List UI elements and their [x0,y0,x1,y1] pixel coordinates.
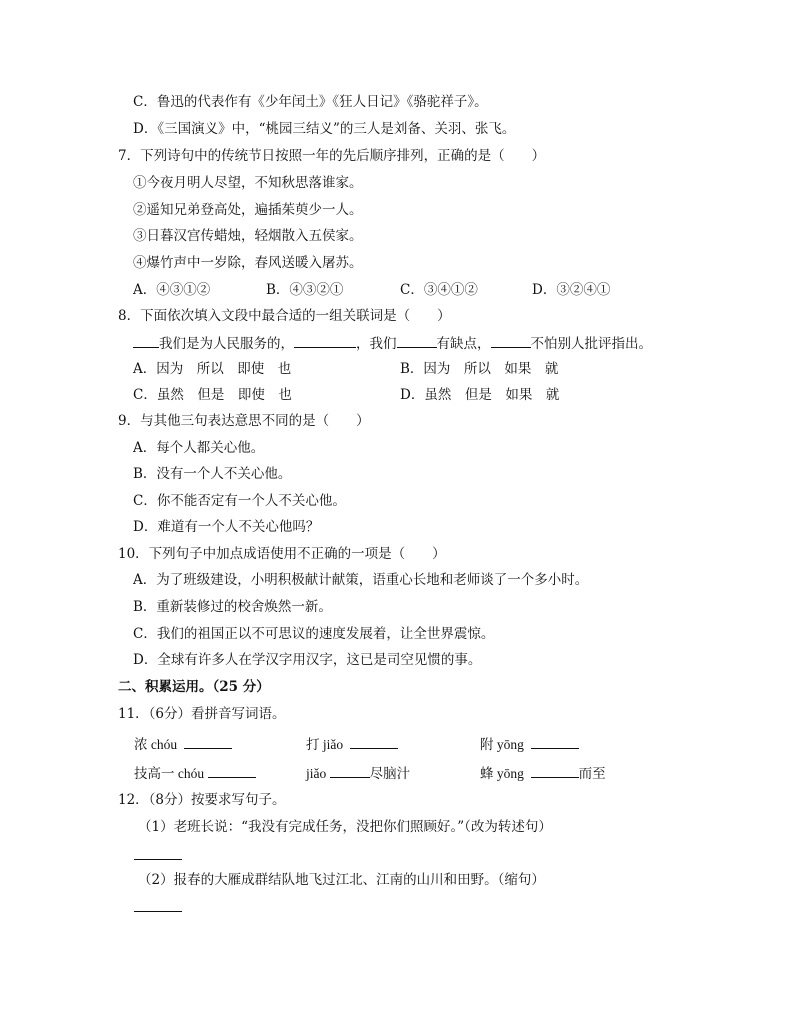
q12-answer-line-2[interactable] [134,897,182,917]
q11-item-5: jiǎo 尽脑汁 [306,763,410,783]
q11-item-1: 浓 chóu [134,734,232,754]
q11-item-4: 技高一 chóu [134,763,256,783]
q11-blank-5[interactable] [330,763,370,778]
q10-stem: 10．下列句子中加点成语使用不正确的一项是（ ） [118,546,446,562]
q11-blank-3[interactable] [531,734,579,749]
q7-stem: 7．下列诗句中的传统节日按照一年的先后顺序排列，正确的是（ ） [118,148,546,164]
q8-stem: 8．下面依次填入文段中最合适的一组关联词是（ ） [118,308,451,324]
q7-line-2: ②遥知兄弟登高处，遍插茱萸少一人。 [133,202,363,218]
q9-option-d: D．难道有一个人不关心他吗？ [133,519,320,535]
q9-stem: 9．与其他三句表达意思不同的是（ ） [118,413,370,429]
q9-option-c: C．你不能否定有一个人不关心他。 [133,493,346,509]
q8-passage: 我们是为人民服务的， ，我们 有缺点， 不怕别人批评指出。 [133,333,652,353]
q8-option-b: B．因为 所以 如果 就 [400,361,559,377]
q8-blank-3[interactable] [397,333,437,348]
q8-blank-1[interactable] [133,333,159,348]
q7-option-c: C．③④①② [400,282,478,298]
q11-item-3: 附 yōng [480,734,579,754]
q8-option-c: C．虽然 但是 即使 也 [133,387,292,403]
q11-blank-2[interactable] [350,734,398,749]
q7-option-a: A．④③①② [133,282,211,298]
q11-blank-4[interactable] [208,763,256,778]
q9-option-a: A．每个人都关心他。 [133,440,265,456]
q10-option-c: C．我们的祖国正以不可思议的速度发展着，让全世界震惊。 [133,626,495,642]
q12-answer-line-1[interactable] [134,845,182,865]
q7-option-d: D．③②④① [532,282,611,298]
q10-option-d: D．全球有许多人在学汉字用汉字，这已是司空见惯的事。 [133,652,482,668]
q6-option-d: D．《三国演义》中，“桃园三结义”的三人是刘备、关羽、张飞。 [133,121,516,137]
q8-option-a: A．因为 所以 即使 也 [133,361,292,377]
q11-item-6: 蜂 yōng 而至 [480,763,606,783]
q12-sub-1: （1）老班长说：“我没有完成任务，没把你们照顾好。”（改为转述句） [138,819,552,835]
q11-stem: 11．（6分）看拼音写词语。 [118,706,286,722]
q11-blank-1[interactable] [184,734,232,749]
q11-blank-6[interactable] [531,763,579,778]
q7-line-4: ④爆竹声中一岁除，春风送暖入屠苏。 [133,255,363,271]
q12-sub-2: （2）报春的大雁成群结队地飞过江北、江南的山川和田野。（缩句） [138,872,545,888]
q10-option-a: A．为了班级建设，小明积极献计献策，语重心长地和老师谈了一个多小时。 [133,572,589,588]
q10-option-b: B．重新装修过的校舍焕然一新。 [133,599,332,615]
section-2-heading: 二、积累运用。（25 分） [118,679,270,695]
q8-blank-4[interactable] [491,333,531,348]
q8-option-d: D．虽然 但是 如果 就 [400,387,560,403]
q7-line-3: ③日暮汉宫传蜡烛，轻烟散入五侯家。 [133,228,363,244]
q11-item-2: 打 jiǎo [306,734,398,754]
q12-stem: 12．（8分）按要求写句子。 [118,792,286,808]
q9-option-b: B．没有一个人不关心他。 [133,466,292,482]
q7-line-1: ①今夜月明人尽望，不知秋思落谁家。 [133,175,363,191]
q8-blank-2[interactable] [294,333,356,348]
q7-option-b: B．④③②① [266,282,344,298]
q6-option-c: C．鲁迅的代表作有《少年闰土》《狂人日记》《骆驼祥子》。 [133,94,488,110]
